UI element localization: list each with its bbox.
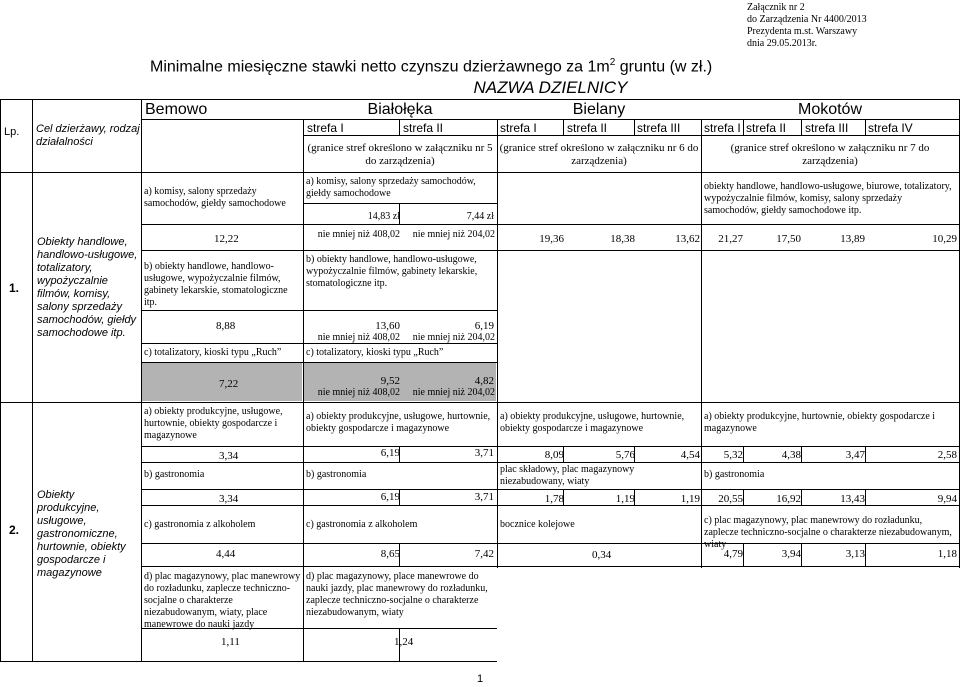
zone-note-bialoleka: (granice stref określono w załączniku nr 5 do zarządzenia) [307,142,493,167]
row2-mok-c-z3: 3,13 [845,548,865,560]
district-caption: NAZWA DZIELNICY [473,78,628,97]
row2-bemowo-c-label: c) gastronomia z alkoholem [144,519,256,530]
row1-bial-c-z2: 4,82 [474,375,494,387]
row1-bemowo-b-label: b) obiekty handlowe, handlowo-usługowe, wypożyczalnie filmów, gabinety lekarskie, stomatologiczne itp. [144,261,288,308]
row2-bial-d-z1: 1,24 [394,636,414,648]
row2-biel-b-z2: 1,19 [615,493,635,505]
annex-line: dnia 29.05.2013r. [747,38,817,49]
row2-bial-b-z1: 6,19 [380,491,400,503]
row2-mok-c-z1: 4,79 [723,548,743,560]
row1-biel-z1: 19,36 [539,233,564,245]
row2-bemowo-d-value: 1,11 [221,636,240,648]
row2-bial-a-z1: 6,19 [380,447,400,459]
row1-purpose: Obiekty handlowe, handlowo-usługowe, totalizatory, wypożyczalnie filmów, komisy, salony sprzedaży samochodów, giełdy samochodowe itp. [37,236,138,339]
zone-label: strefa II [567,121,608,135]
row2-mok-c-label: c) plac magazynowy, plac manewrowy do rozładunku, zaplecze techniczno-socjalne o charakterze niezabudowanym, wiaty [704,515,952,550]
row2-mok-c-z2: 3,94 [781,548,801,560]
row1-bial-c-min2: nie mniej niż 204,02 [412,387,495,398]
row1-biel-z3: 13,62 [675,233,700,245]
zone-label: strefa I [307,121,344,135]
district-mokotow: Mokotów [797,101,863,118]
row2-biel-a-z3: 4,54 [680,449,700,461]
annex-line: do Zarządzenia Nr 4400/2013 [747,14,867,25]
row1-bial-b-label: b) obiekty handlowe, handlowo-usługowe, wypożyczalnie filmów, gabinety lekarskie, stomatologiczne itp. [306,254,478,289]
row2-mok-b-z2: 16,92 [776,493,801,505]
title-sup: 2 [609,57,616,68]
zone-note-mokotow: (granice stref określono w załączniku nr 7 do zarządzenia) [730,142,930,167]
row1-mok-label: obiekty handlowe, handlowo-usługowe, biurowe, totalizatory, wypożyczalnie filmów, komisy, salony sprzedaży samochodów, giełdy samochodowe itp. [704,181,952,216]
row2-biel-b-z1: 1,78 [544,493,564,505]
row2-bemowo-a-label: a) obiekty produkcyjne, usługowe, hurtownie, obiekty gospodarcze i magazynowe [144,406,283,441]
row2-bemowo-b-value: 3,34 [219,493,239,505]
zone-label: strefa I [704,121,741,135]
district-bemowo: Bemowo [145,101,208,118]
row1-bial-b-z2: 6,19 [474,320,494,332]
row1-bemowo-b-value: 8,88 [216,320,236,332]
row1-bemowo-a-value: 12,22 [214,233,239,245]
row2-bemowo-c-value: 4,44 [216,548,236,560]
row1-bemowo-c-value: 7,22 [219,378,239,390]
row1-bial-c-min1: nie mniej niż 408,02 [317,387,400,398]
row1-bial-c-label: c) totalizatory, kioski typu „Ruch” [306,347,444,358]
row2-bial-a-z2: 3,71 [474,447,494,459]
page-number: 1 [477,673,484,685]
row2-bial-c-label: c) gastronomia z alkoholem [306,519,418,530]
zone-label: strefa III [637,121,681,135]
row1-bial-a-z1: 14,83 zł [367,211,400,222]
row2-bial-c-z2: 7,42 [474,548,494,560]
row2-purpose: Obiekty produkcyjne, usługowe, gastronomiczne, hurtownie, obiekty gospodarcze i magazynowe [37,489,126,579]
row2-lp: 2. [9,523,20,537]
row1-bial-a-label: a) komisy, salony sprzedaży samochodów, giełdy samochodowe [306,176,476,199]
row2-biel-b-label: plac składowy, plac magazynowy niezabudowany, wiaty [500,464,635,487]
row1-bemowo-a-label: a) komisy, salony sprzedaży samochodów, giełdy samochodowe [144,186,286,209]
row2-biel-c-label: bocznice kolejowe [500,519,575,530]
annex-line: Załącznik nr 2 [747,2,805,13]
row1-biel-z2: 18,38 [610,233,635,245]
annex-note [747,2,867,50]
row1-mok-z1: 21,27 [718,233,743,245]
row2-mok-c-z4: 1,18 [937,548,957,560]
row2-mok-a-label: a) obiekty produkcyjne, hurtownie, obiekty gospodarcze i magazynowe [704,411,936,434]
title-tail: gruntu (w zł.) [615,58,713,76]
purpose-header: Cel dzierżawy, rodzaj działalności [36,123,140,148]
row2-mok-b-label: b) gastronomia [704,469,765,480]
row2-mok-a-z4: 2,58 [937,449,957,461]
row2-biel-a-label: a) obiekty produkcyjne, usługowe, hurtownie, obiekty gospodarcze i magazynowe [500,411,685,434]
row1-lp: 1. [9,281,20,295]
row1-bial-a-min1: nie mniej niż 408,02 [317,229,400,240]
row2-mok-b-z1: 20,55 [718,493,743,505]
row2-mok-a-z3: 3,47 [845,449,865,461]
row2-bemowo-b-label: b) gastronomia [144,469,205,480]
lp-header: Lp. [4,126,20,138]
row2-bemowo-a-value: 3,34 [219,450,239,462]
row2-bial-b-z2: 3,71 [474,491,494,503]
row2-mok-a-z1: 5,32 [723,449,743,461]
row1-mok-z3: 13,89 [840,233,865,245]
page-title [150,53,712,76]
zone-label: strefa II [746,121,787,135]
row2-mok-b-z4: 9,94 [937,493,957,505]
row1-bial-b-z1: 13,60 [375,320,400,332]
row2-mok-b-z3: 13,43 [840,493,865,505]
zone-label: strefa IV [868,121,913,135]
row2-bemowo-d-label: d) plac magazynowy, plac manewrowy do rozładunku, zaplecze techniczno-socjalne o charakterze niezabudowanym, wiaty, place manewrowe do nauki jazdy [144,571,301,630]
row1-bial-a-min2: nie mniej niż 204,02 [412,229,495,240]
row1-mok-z4: 10,29 [932,233,957,245]
row2-biel-b-z3: 1,19 [680,493,700,505]
row2-biel-a-z2: 5,76 [615,449,635,461]
annex-line: Prezydenta m.st. Warszawy [747,26,858,37]
row1-bial-b-min1: nie mniej niż 408,02 [317,332,400,343]
zone-label: strefa I [500,121,537,135]
row2-bial-d-label: d) plac magazynowy, place manewrowe do nauki jazdy, plac manewrowy do rozładunku, zaplecze techniczno-socjalne o charakterze niezabudowanym, wiaty [306,571,488,618]
row2-biel-a-z1: 8,09 [544,449,564,461]
district-bialoleka: Białołęka [367,101,433,118]
zone-note-bielany: (granice stref określono w załączniku nr 6 do zarządzenia) [499,142,699,167]
row1-bial-c-z1: 9,52 [380,375,400,387]
title-text: Minimalne miesięczne stawki netto czynszu dzierżawnego za 1m [150,58,610,76]
row1-bial-a-z2: 7,44 zł [466,211,494,222]
row2-biel-c-value: 0,34 [592,549,612,561]
row2-bial-c-z1: 8,65 [380,548,400,560]
zone-label: strefa II [403,121,444,135]
row1-mok-z2: 17,50 [776,233,801,245]
row2-bial-a-label: a) obiekty produkcyjne, usługowe, hurtownie, obiekty gospodarcze i magazynowe [306,411,491,434]
row1-bial-b-min2: nie mniej niż 204,02 [412,332,495,343]
district-bielany: Bielany [572,101,626,118]
zone-label: strefa III [805,121,849,135]
row1-bemowo-c-label: c) totalizatory, kioski typu „Ruch” [144,347,282,358]
row2-mok-a-z2: 4,38 [781,449,801,461]
row2-bial-b-label: b) gastronomia [306,469,367,480]
